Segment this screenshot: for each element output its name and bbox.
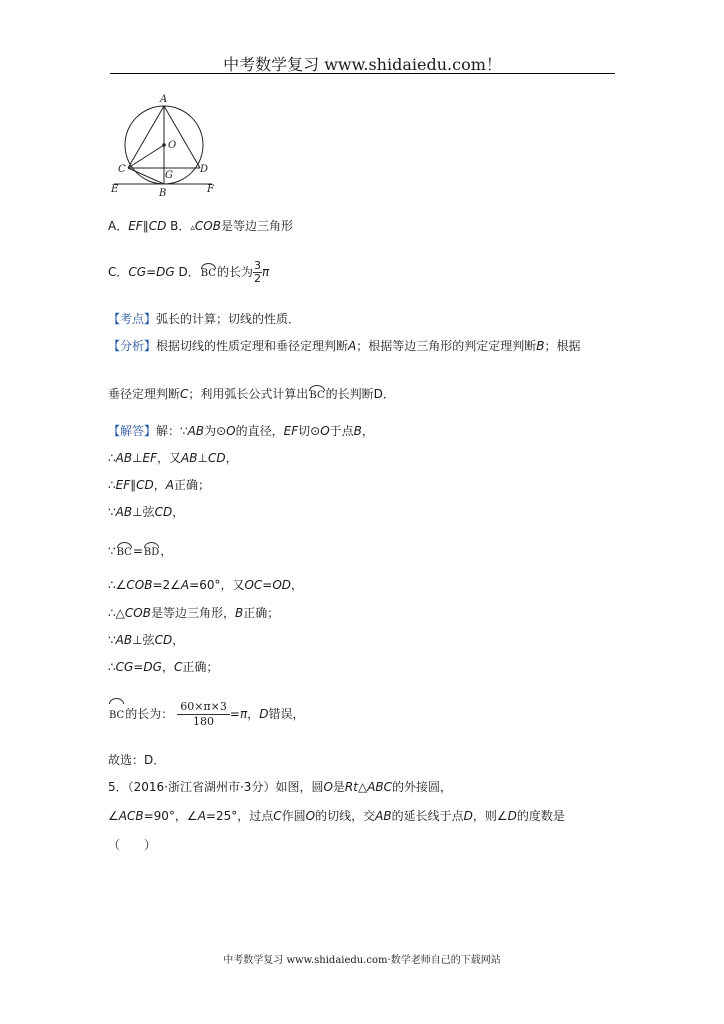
solution-text: = [132, 544, 143, 558]
math-var: D [507, 809, 517, 823]
label-d: D [200, 164, 209, 175]
problem-text: 作圆 [281, 809, 306, 823]
math-var: C [173, 660, 183, 674]
solution-line-6 [108, 577, 303, 593]
segment-ad [164, 106, 200, 168]
solution-text: ∵ [108, 544, 116, 558]
math-var: A [197, 809, 206, 823]
solution-text: ， [172, 505, 185, 519]
problem-text: ，则∠ [472, 809, 508, 823]
math-var: B [234, 606, 244, 620]
solution-text: = [229, 707, 240, 721]
page-footer: 中考数学复习 www.shidaiedu.com·数学老师自己的下载网站 [223, 955, 501, 966]
option-d-label: D． [178, 265, 200, 279]
problem-text: 的切线，交 [315, 809, 376, 823]
math-expr: EF∥CD [115, 478, 154, 492]
solution-line-5 [108, 542, 172, 561]
option-d-mid: 的长为 [216, 265, 253, 279]
math-var: COB [126, 578, 153, 592]
option-c-text: CG=DG [128, 265, 175, 279]
solution-text: ， [225, 451, 238, 465]
label-c: C [118, 164, 126, 175]
math-expr: CG=DG [115, 660, 162, 674]
option-b-var: COB [194, 219, 221, 233]
fenxi-line-2 [108, 385, 395, 404]
solution-line-7 [108, 605, 279, 621]
geometry-figure [108, 90, 220, 202]
problem-text: ∠ [108, 809, 119, 823]
math-expr: AB [115, 633, 133, 647]
solution-line-4 [108, 504, 184, 520]
math-var: D [373, 387, 383, 401]
solution-line-10 [108, 698, 304, 731]
options-line-cd [108, 260, 269, 285]
math-var: O [226, 424, 236, 438]
arc-bc: BC [309, 385, 324, 404]
problem5-line-1 [108, 779, 452, 795]
math-var: A [165, 478, 174, 492]
fenxi-text: ． [382, 387, 395, 401]
solution-text: ∴△ [108, 606, 125, 620]
problem-text: 的外接圆， [392, 780, 453, 794]
fenxi-line-1 [108, 338, 581, 354]
problem-text: 5．（2016·浙江省湖州市·3分）如图，圆 [108, 780, 324, 794]
solution-text: =2∠ [152, 578, 181, 592]
center-point [162, 143, 166, 147]
solution-text: ， [161, 660, 174, 674]
segment-oc [128, 145, 164, 168]
math-var: B [353, 424, 362, 438]
solution-text: 的直径， [235, 424, 284, 438]
problem-text: △ [357, 780, 368, 794]
pi-symbol: π [261, 265, 270, 279]
label-a: A [160, 94, 168, 105]
fraction-three-halves [253, 260, 262, 285]
math-var: O [305, 809, 316, 823]
page-header-title: 中考数学复习 www.shidaiedu.com！ [223, 55, 502, 74]
math-var: AB [375, 809, 392, 823]
solution-text: ∴∠ [108, 578, 127, 592]
arc-length-fraction [177, 700, 230, 729]
problem-text: 的度数是 [516, 809, 565, 823]
math-var: D [259, 707, 269, 721]
solution-text: ⊥弦 [132, 633, 155, 647]
problem5-line-3: （ ） [108, 838, 157, 852]
answer-line: 故选：D． [108, 753, 166, 767]
header-divider [110, 73, 615, 74]
solution-text: 切⊙ [298, 424, 321, 438]
label-b: B [159, 188, 167, 199]
math-var: O [323, 780, 333, 794]
label-e: E [111, 184, 119, 195]
math-var: EF [283, 424, 299, 438]
problem-text: 是 [332, 780, 345, 794]
option-c-label: C． [108, 265, 129, 279]
math-expr: OC=OD [244, 578, 292, 592]
segment-ac [128, 106, 164, 168]
math-var: ABC [367, 780, 393, 794]
math-var: A [180, 578, 190, 592]
problem-text: 的延长线于点 [391, 809, 464, 823]
math-var: COB [124, 606, 151, 620]
math-expr: CD [154, 505, 173, 519]
solution-text: ， [361, 424, 374, 438]
math-var: D [463, 809, 473, 823]
solution-text: ， [160, 544, 173, 558]
solution-text: 为⊙ [204, 424, 227, 438]
solution-text: ， [291, 578, 304, 592]
options-line-ab [108, 218, 293, 236]
fraction-denominator: 2 [253, 272, 261, 285]
label-g: G [165, 170, 173, 181]
math-expr: CD [154, 633, 173, 647]
math-expr: AB⊥EF [115, 451, 158, 465]
jieda-tag: 【解答】 [108, 424, 157, 438]
arc-bc: BC [117, 542, 132, 561]
solution-text: ，又 [157, 451, 182, 465]
solution-text: 于点 [329, 424, 354, 438]
solution-text: 解：∵ [156, 424, 188, 438]
solution-text: ∵ [108, 633, 116, 647]
option-b-prefix: ▵ [190, 223, 195, 233]
solution-line-8 [108, 632, 184, 648]
fenxi-text: 根据切线的性质定理和垂径定理判断 [156, 339, 349, 353]
option-a-label: A． [108, 219, 129, 233]
math-var: O [320, 424, 330, 438]
fenxi-text: ；利用弧长公式计算出 [188, 387, 309, 401]
solution-text: 正确； [173, 478, 210, 492]
fenxi-text: 垂径定理判断 [108, 387, 181, 401]
solution-text: 错误， [268, 707, 305, 721]
solution-text: ， [247, 707, 260, 721]
solution-text: ∴ [108, 451, 116, 465]
math-var: ACB [118, 809, 144, 823]
problem5-line-2 [108, 808, 565, 824]
option-b-text: 是等边三角形 [220, 219, 293, 233]
solution-text: ∴ [108, 478, 116, 492]
solution-text: 的长为： [125, 707, 174, 721]
solution-text: ， [153, 478, 166, 492]
solution-text: ， [172, 633, 185, 647]
kaodian-tag: 【考点】 [108, 312, 157, 326]
arc-bd: BD [144, 542, 159, 561]
segment-cb [128, 168, 164, 184]
solution-text: =60°，又 [189, 578, 245, 592]
solution-text: ∴ [108, 660, 116, 674]
pi-symbol: π [239, 707, 248, 721]
fraction-denominator: 180 [193, 715, 215, 728]
fenxi-text: ；根据等边三角形的判定定理判断 [356, 339, 537, 353]
label-o: O [168, 140, 177, 151]
fraction-numerator: 60×π×3 [177, 700, 230, 715]
label-f: F [207, 184, 214, 195]
solution-line-3 [108, 477, 210, 493]
math-expr: AB [115, 505, 133, 519]
kaodian-text: 弧长的计算；切线的性质． [156, 312, 301, 326]
math-var: B [536, 339, 545, 353]
fenxi-tag: 【分析】 [108, 339, 157, 353]
solution-text: 正确； [243, 606, 280, 620]
math-var: C [180, 387, 189, 401]
solution-text: 正确； [182, 660, 219, 674]
math-var: AB [187, 424, 205, 438]
fenxi-text: 的长判断 [325, 387, 374, 401]
kaodian-line [108, 311, 300, 327]
math-var: C [273, 809, 282, 823]
math-expr: AB⊥CD [181, 451, 226, 465]
fraction-numerator: 3 [253, 259, 261, 272]
solution-line-9 [108, 659, 218, 675]
fenxi-text: ；根据 [544, 339, 581, 353]
option-a-text: EF∥CD [128, 219, 167, 233]
arc-bc: BC [109, 698, 124, 731]
solution-text: 是等边三角形， [150, 606, 235, 620]
problem-text: =25°，过点 [205, 809, 274, 823]
arc-bc: BC [201, 263, 216, 282]
solution-text: ⊥弦 [132, 505, 155, 519]
solution-text: ∵ [108, 505, 116, 519]
problem-text: =90°，∠ [143, 809, 198, 823]
solution-line-2 [108, 450, 238, 466]
solution-line-1 [108, 423, 374, 439]
option-b-label: B． [170, 219, 191, 233]
math-var: Rt [344, 780, 358, 794]
math-var: A [348, 339, 357, 353]
